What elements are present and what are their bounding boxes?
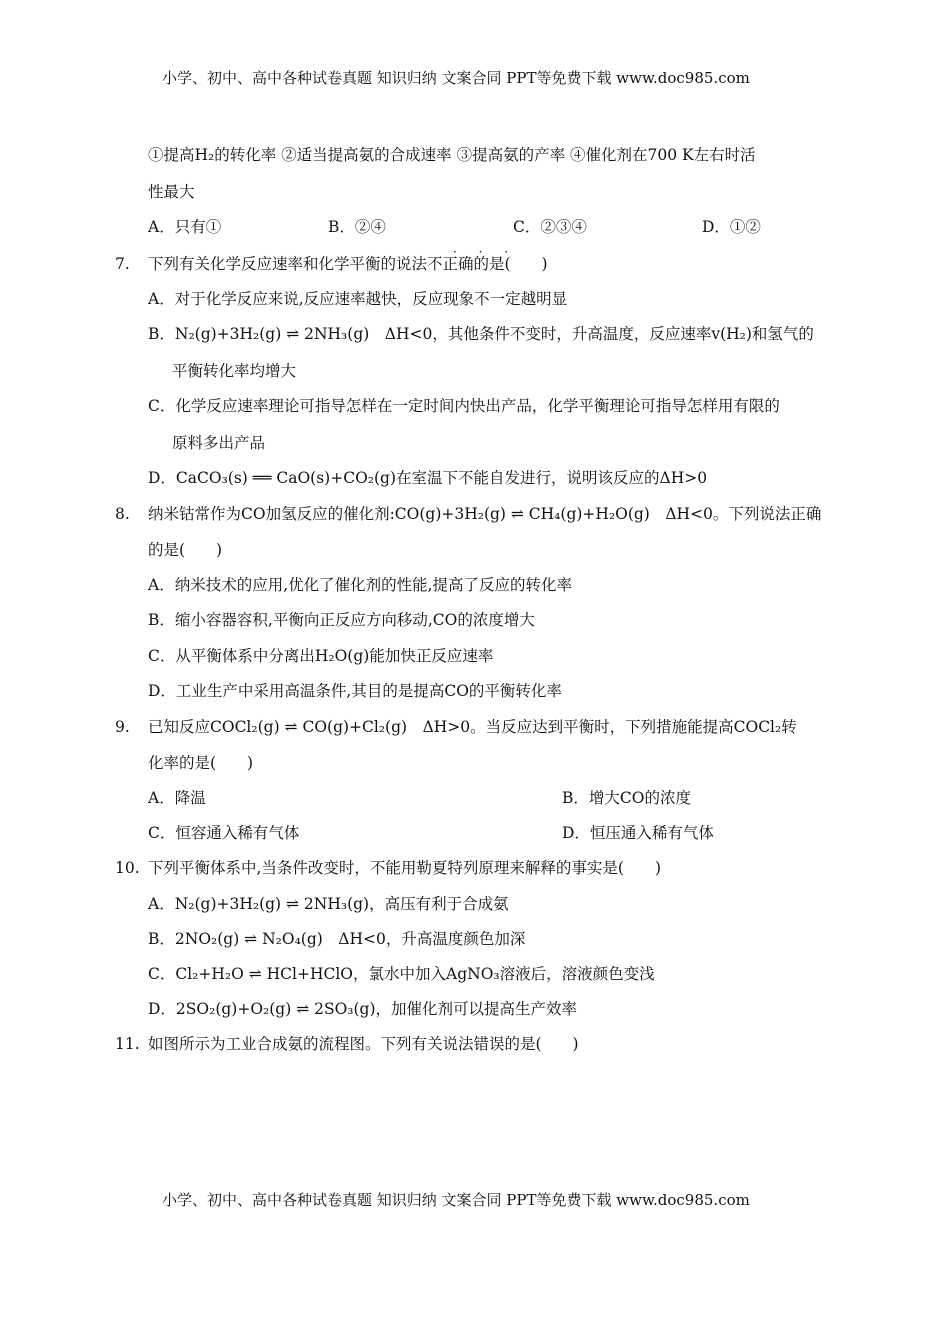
page-header: 小学、初中、高中各种试卷真题 知识归纳 文案合同 PPT等免费下载 www.doc985.com (162, 69, 750, 87)
q7-option-a: A．对于化学反应来说,反应速率越快，反应现象不一定越明显 (148, 290, 568, 308)
q8-stem-cont: 的是( ) (148, 541, 223, 559)
q6-option-d: D．①② (702, 218, 761, 236)
q7-option-c-cont: 原料多出产品 (172, 434, 266, 452)
q10-stem: 下列平衡体系中,当条件改变时，不能用勒夏特列原理来解释的事实是( ) (148, 859, 662, 877)
q6-option-a: A．只有① (148, 218, 222, 236)
q11-stem: 如图所示为工业合成氨的流程图。下列有关说法错误的是( ) (148, 1035, 579, 1053)
q7-option-c: C．化学反应速率理论可指导怎样在一定时间内快出产品，化学平衡理论可指导怎样用有限的 (148, 397, 780, 415)
q9-option-c: C．恒容通入稀有气体 (148, 824, 300, 842)
q8-option-b: B．缩小容器容积,平衡向正反应方向移动,CO的浓度增大 (148, 611, 535, 629)
q8-option-c: C．从平衡体系中分离出H₂O(g)能加快正反应速率 (148, 647, 494, 665)
q9-option-b: B．增大CO的浓度 (562, 789, 691, 807)
q10-option-a: A．N₂(g)+3H₂(g) ⇌ 2NH₃(g)，高压有利于合成氨 (148, 895, 509, 913)
q10-option-d: D．2SO₂(g)+O₂(g) ⇌ 2SO₃(g)，加催化剂可以提高生产效率 (148, 1000, 578, 1018)
q8-option-d: D．工业生产中采用高温条件,其目的是提高CO的平衡转化率 (148, 682, 562, 700)
q9-option-d: D．恒压通入稀有气体 (562, 824, 714, 842)
q10-number: 10. (115, 859, 140, 877)
q10-option-b: B．2NO₂(g) ⇌ N₂O₄(g) ΔH<0，升高温度颜色加深 (148, 930, 526, 948)
q6-stem-line1: ①提高H₂的转化率 ②适当提高氨的合成速率 ③提高氨的产率 ④催化剂在700 K左右时活 (148, 146, 756, 164)
q7-number: 7. (115, 255, 130, 273)
q8-stem: 纳米钴常作为CO加氢反应的催化剂:CO(g)+3H₂(g) ⇌ CH₄(g)+H₂O(g) ΔH<0。下列说法正确 (148, 505, 822, 523)
q7-stem: 下列有关化学反应速率和化学平衡的说法不正确的是( ) (148, 255, 548, 273)
q11-number: 11. (115, 1035, 140, 1053)
q6-option-b: B．②④ (328, 218, 386, 236)
q10-option-c: C．Cl₂+H₂O ⇌ HCl+HClO，氯水中加入AgNO₃溶液后，溶液颜色变浅 (148, 965, 655, 983)
q9-stem: 已知反应COCl₂(g) ⇌ CO(g)+Cl₂(g) ΔH>0。当反应达到平衡时，下列措施能提高COCl₂转 (148, 718, 797, 736)
q7-option-b: B．N₂(g)+3H₂(g) ⇌ 2NH₃(g) ΔH<0，其他条件不变时，升高温度，反应速率v(H₂)和氢气的 (148, 325, 814, 343)
q8-option-a: A．纳米技术的应用,优化了催化剂的性能,提高了反应的转化率 (148, 576, 573, 594)
q9-number: 9. (115, 718, 130, 736)
emphasis-dots: · · · (453, 245, 518, 259)
q7-option-d: D．CaCO₃(s) ══ CaO(s)+CO₂(g)在室温下不能自发进行，说明该反应的ΔH>0 (148, 469, 708, 487)
q6-stem-line2: 性最大 (148, 183, 195, 201)
q9-stem-cont: 化率的是( ) (148, 754, 254, 772)
q6-option-c: C．②③④ (513, 218, 587, 236)
q8-number: 8. (115, 505, 130, 523)
q7-option-b-cont: 平衡转化率均增大 (172, 362, 297, 380)
page-footer: 小学、初中、高中各种试卷真题 知识归纳 文案合同 PPT等免费下载 www.doc985.com (162, 1191, 750, 1209)
q9-option-a: A．降温 (148, 789, 206, 807)
